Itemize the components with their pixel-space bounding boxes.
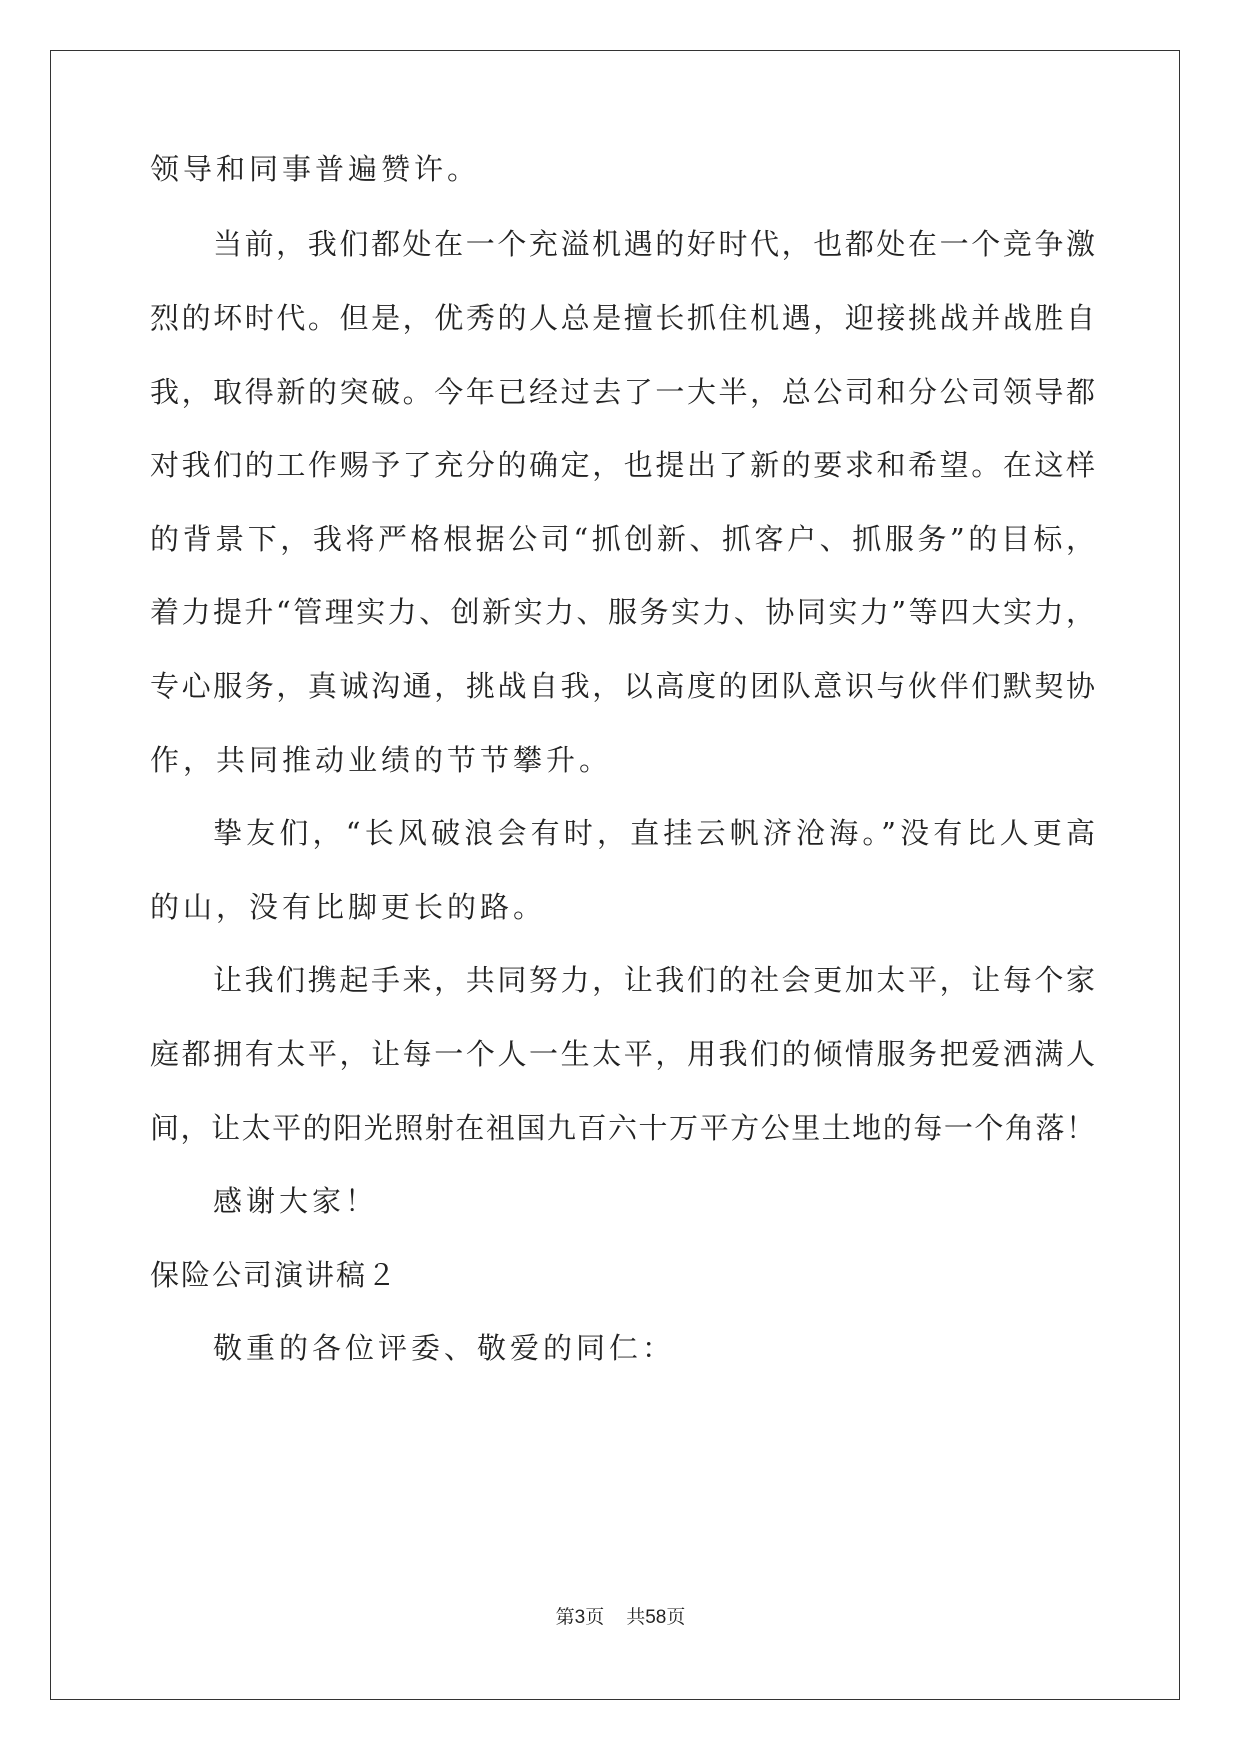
text-line: 专心服务，真诚沟通，挑战自我，以高度的团队意识与伙伴们默契协: [150, 669, 1095, 703]
paragraph-start-line: 让我们携起手来，共同努力，让我们的社会更加太平，让每个家: [213, 963, 1095, 997]
text-line: 烈的坏时代。但是，优秀的人总是擅长抓住机遇，迎接挑战并战胜自: [150, 301, 1095, 335]
page-footer: [0, 1605, 1241, 1630]
footer-page-current: 3: [574, 1607, 586, 1628]
footer-page-suffix: 页: [585, 1606, 605, 1628]
paragraph-start-line: 挚友们，“长风破浪会有时，直挂云帆济沧海。”没有比人更高: [213, 816, 1095, 850]
closing-line: 感谢大家！: [213, 1184, 379, 1218]
footer-page-total: 58: [645, 1607, 667, 1628]
footer-page-prefix: 第: [555, 1606, 575, 1628]
text-line: 我，取得新的突破。今年已经过去了一大半，总公司和分公司领导都: [150, 375, 1095, 409]
paragraph-start-line: 当前，我们都处在一个充溢机遇的好时代，也都处在一个竞争激: [213, 227, 1095, 261]
text-line: 对我们的工作赐予了充分的确定，也提出了新的要求和希望。在这样: [150, 448, 1095, 482]
footer-total-suffix: 页: [666, 1606, 686, 1628]
text-line: 的山，没有比脚更长的路。: [150, 890, 547, 924]
text-line: 庭都拥有太平，让每一个人一生太平，用我们的倾情服务把爱洒满人: [150, 1037, 1095, 1071]
text-line: 的背景下，我将严格根据公司“抓创新、抓客户、抓服务”的目标，: [150, 522, 1095, 556]
text-line: 着力提升“管理实力、创新实力、服务实力、协同实力”等四大实力，: [150, 595, 1095, 629]
text-line: 领导和同事普遍赞许。: [150, 152, 481, 186]
salutation-line: 敬重的各位评委、敬爱的同仁：: [213, 1331, 676, 1365]
text-line: 作，共同推动业绩的节节攀升。: [150, 743, 613, 777]
text-line: 间，让太平的阳光照射在祖国九百六十万平方公里土地的每一个角落！: [150, 1111, 1095, 1145]
footer-total-prefix: 共: [626, 1606, 646, 1628]
section-heading: 保险公司演讲稿２: [150, 1258, 399, 1292]
